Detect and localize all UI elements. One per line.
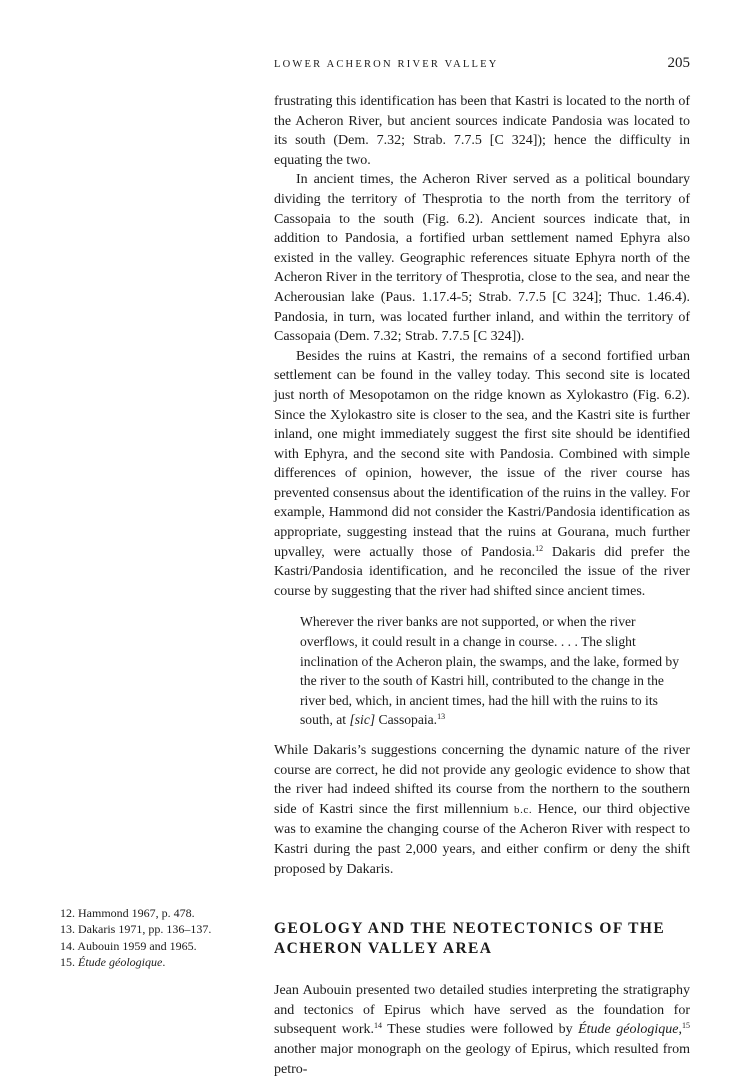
footnotes [60, 905, 260, 971]
section-heading: GEOLOGY AND THE NEOTECTONICS OF THE ACHERON VALLEY AREA [274, 920, 666, 958]
running-title: LOWER ACHERON RIVER VALLEY [274, 59, 499, 70]
footnote-15-title: Étude géologique [78, 955, 163, 970]
footnote-ref-13: 13 [437, 712, 446, 722]
footnote-15 [60, 954, 260, 970]
paragraph-5-mid: These studies were followed by [382, 1022, 579, 1038]
paragraph-2: In ancient times, the Acheron River served as a political boundary dividing the territory of Thesprotia to the north from the territory of Cassopaia to the south (Fig. 6.2). Ancient sources indicate that, in addition to Pandosia, a fortified urban settlement named Ephyra also existed in the valley. Geographic references situate Ephyra north of the Acheron River in the territory of Thesprotia, close to the sea, and near the Acherousian lake (Paus. 1.17.4-5; Strab. 7.7.5 [C 324]; Thuc. 1.46.4). Pandosia, in turn, was located further inland, and within the territory of Cassopaia (Dem. 7.32; Strab. 7.7.5 [C 324]). [274, 172, 690, 345]
running-head [274, 55, 690, 72]
paragraph-4 [274, 741, 690, 879]
paragraph-5-end: another major monograph on the geology of Epirus, which resulted from petro- [274, 1041, 690, 1077]
footnote-12: 12. Hammond 1967, p. 478. [60, 906, 195, 920]
quote-text: Wherever the river banks are not supported, or when the river overflows, it could result in a change in course. . . . The slight inclination of the Acheron plain, the swamps, and the lake, formed by the river to the south of Kastri hill, contributed to the change in the river bed, which, in ancient times, had the hill with the ruins to its south, at [300, 614, 680, 728]
footnote-14: 14. Aubouin 1959 and 1965. [60, 938, 197, 953]
paragraph-5-text: Jean Aubouin presented two detailed studies interpreting the stratigraphy and tectonics of Epirus which have served as the foundation for subsequent work. [274, 983, 690, 1038]
paragraph-5-comma: , [678, 1022, 682, 1038]
paragraph-5 [274, 981, 690, 1079]
footnote-13: 13. Dakaris 1971, pp. 136–137. [60, 922, 212, 937]
paragraph-4-bc: b.c. [513, 803, 533, 816]
footnote-ref-15: 15 [681, 1021, 690, 1031]
paragraph-3 [274, 347, 690, 602]
paragraph-4-end: Hence, our third objective was to examine the changing course of the Acheron River with respect to Kastri during the past 2,000 years, and either confirm or deny the shift proposed by Dakaris. [274, 801, 690, 877]
paragraph-3-text: Besides the ruins at Kastri, the remains of a second fortified urban settlement can be found in the valley today. This second site is located just north of Mesopotamon on the ridge known as Xylokastro (Fig. 6.2). Since the Xylokastro site is closer to the sea, and the Kastri site is further inland, one might immediately suggest the first site should be identified with Ephyra, and the second site with Pandosia. Combined with simple differences of opinion, however, the issue of the river course has prevented consensus about the identification of the ruins in the valley. For example, Hammond did not consider the Kastri/Pandosia identification as appropriate, suggesting instead that the ruins at Gourana, much further upvalley, were actually those of Pandosia. [274, 348, 690, 560]
main-text-column [274, 92, 690, 1079]
footnote-ref-14: 14 [374, 1021, 382, 1031]
block-quote [300, 612, 690, 730]
page-number: 205 [667, 55, 690, 71]
footnote-15-num: 15. [60, 955, 78, 970]
footnote-15-end: . [162, 955, 166, 970]
paragraph-1: frustrating this identification has been that Kastri is located to the north of the Acheron River, but ancient sources indicate Pandosia was located to its south (Dem. 7.32; Strab. 7.7.5 [C 324]); hence the difficulty in equating the two. [274, 94, 690, 168]
paragraph-4-text: While Dakaris’s suggestions concerning the dynamic nature of the river course are correct, he did not provide any geologic evidence to show that the river had indeed shifted its course from the northern to the southern side of Kastri since the first millennium [274, 743, 690, 817]
footnote-ref-12: 12 [535, 543, 544, 553]
paragraph-5-title: Étude géologique [578, 1022, 679, 1038]
paragraph-3-end: Dakaris did prefer the Kastri/Pandosia identification, and he reconciled the issue of the river course by suggesting that the river had shifted since ancient times. [274, 544, 690, 599]
quote-sic: [sic] [349, 712, 376, 728]
quote-end: Cassopaia. [375, 712, 438, 728]
